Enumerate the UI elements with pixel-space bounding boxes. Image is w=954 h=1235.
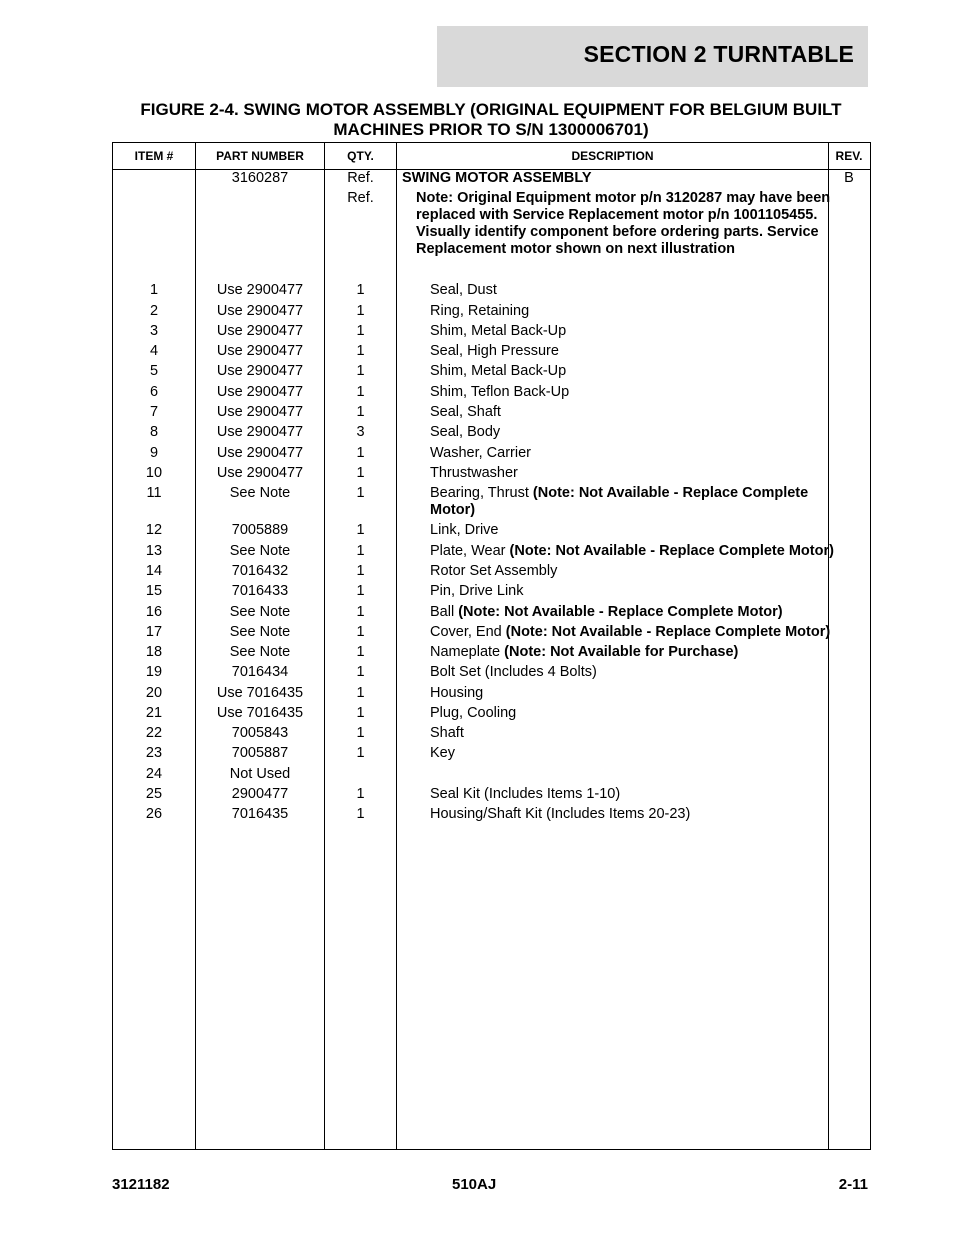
quantity: 1 [356,343,365,359]
description-text: Shim, Metal Back-Up [430,323,567,339]
part-number: Use 2900477 [216,465,304,481]
description-text: Ball [430,604,459,620]
part-description [430,343,559,360]
item-number: 22 [145,725,163,741]
assembly-description: SWING MOTOR ASSEMBLY [402,170,592,186]
availability-note: (Note: Not Available - Replace Complete Motor) [509,543,834,559]
column-divider [828,143,829,1149]
quantity: 1 [356,583,365,599]
part-number: 2900477 [231,786,289,802]
section-title: SECTION 2 TURNTABLE [583,41,854,67]
item-number: 12 [145,522,163,538]
description-text: Cover, End [430,624,506,640]
part-description [430,282,497,299]
part-description [430,664,597,681]
part-description [430,303,529,320]
footer-page-number: 2-11 [838,1176,868,1193]
note-line: replaced with Service Replacement motor p/n 1001105455. [416,207,818,223]
item-number: 20 [145,685,163,701]
part-number: Use 2900477 [216,424,304,440]
description-text: Plate, Wear [430,543,510,559]
part-number: Use 2900477 [216,343,304,359]
item-number: 14 [145,563,163,579]
part-number: Use 2900477 [216,363,304,379]
column-header-item: ITEM # [134,149,174,163]
item-number: 2 [149,303,159,319]
part-description [430,745,455,762]
quantity: 1 [356,363,365,379]
description-text: Seal, Dust [430,282,497,298]
availability-note: (Note: Not Available - Replace Complete Motor) [505,624,831,640]
description-text: Bolt Set (Includes 4 Bolts) [430,664,597,680]
part-description [430,725,464,742]
part-number: See Note [229,644,291,660]
availability-note: (Note: Not Available for Purchase) [504,644,739,660]
availability-note: (Note: Not Available - Replace Complete [532,485,809,501]
item-number: 15 [145,583,163,599]
description-text: Plug, Cooling [430,705,517,721]
item-number: 8 [149,424,159,440]
part-number: Use 2900477 [216,303,304,319]
quantity: 1 [356,282,365,298]
quantity: 1 [356,786,365,802]
item-number: 25 [145,786,163,802]
part-number: Use 2900477 [216,445,304,461]
part-number: Use 2900477 [216,323,304,339]
part-number: Not Used [229,766,291,782]
description-text: Seal, High Pressure [430,343,559,359]
part-description [430,624,830,641]
item-number: 24 [145,766,163,782]
quantity: 1 [356,384,365,400]
item-number: 19 [145,664,163,680]
part-number: See Note [229,604,291,620]
item-number: 1 [149,282,159,298]
note-line: Note: Original Equipment motor p/n 3120287 may have been [416,190,831,206]
description-text: Housing [430,685,484,701]
quantity: 1 [356,465,365,481]
description-text: Seal, Shaft [430,404,501,420]
quantity: 1 [356,685,365,701]
quantity: 1 [356,485,365,501]
item-number: 21 [145,705,163,721]
figure-title [112,100,870,140]
part-description [430,705,516,722]
description-text: Housing/Shaft Kit (Includes Items 20-23) [430,806,691,822]
part-description [430,485,808,502]
part-number: 7005843 [231,725,289,741]
part-description [430,604,783,621]
column-divider [396,143,397,1149]
description-text: Pin, Drive Link [430,583,524,599]
item-number: 11 [146,485,162,501]
item-number: 23 [145,745,163,761]
quantity: 1 [356,303,365,319]
parts-table [112,142,871,1150]
item-number: 5 [149,363,159,379]
description-text: Bearing, Thrust [430,485,533,501]
part-description [430,644,738,661]
part-description [430,522,499,539]
description-text: Shaft [430,725,464,741]
part-number: See Note [229,543,291,559]
note-line: Replacement motor shown on next illustration [416,241,736,257]
column-header-description: DESCRIPTION [571,149,654,163]
quantity: 1 [356,644,365,660]
part-description [430,384,569,401]
description-text: Nameplate [430,644,505,660]
part-number: 7005889 [231,522,289,538]
part-number: Use 2900477 [216,384,304,400]
part-number: 7005887 [231,745,289,761]
quantity: 1 [356,563,365,579]
part-number: Use 7016435 [216,705,304,721]
figure-title-line-2: MACHINES PRIOR TO S/N 1300006701) [333,120,649,139]
item-number: 7 [149,404,159,420]
quantity: 1 [356,664,365,680]
figure-title-line-1: FIGURE 2-4. SWING MOTOR ASSEMBLY (ORIGINAL EQUIPMENT FOR BELGIUM BUILT [140,100,842,119]
item-number: 4 [149,343,159,359]
description-text: Key [430,745,455,761]
description-text: Thrustwasher [430,465,518,481]
item-number: 18 [145,644,163,660]
part-description [430,465,518,482]
footer-model: 510AJ [452,1176,497,1193]
availability-note-continued: Motor) [430,502,476,518]
item-number: 10 [145,465,163,481]
part-number: 7016435 [231,806,289,822]
description-text: Link, Drive [430,522,499,538]
availability-note: (Note: Not Available - Replace Complete Motor) [458,604,783,620]
description-text: Washer, Carrier [430,445,531,461]
assembly-qty: Ref. [347,170,374,186]
quantity: 1 [356,404,365,420]
part-description [430,786,620,803]
column-header-qty: QTY. [347,149,374,163]
part-number: Use 7016435 [216,685,304,701]
part-description [430,445,531,462]
assembly-rev: B [844,170,854,186]
item-number: 16 [145,604,163,620]
part-number: 7016433 [231,583,289,599]
part-number: Use 2900477 [216,282,304,298]
assembly-part-number: 3160287 [231,170,289,186]
quantity: 1 [356,806,365,822]
part-description [430,424,500,441]
part-description [430,323,566,340]
quantity: 1 [356,624,365,640]
part-number: 7016432 [231,563,289,579]
part-number: See Note [229,624,291,640]
part-number: 7016434 [231,664,289,680]
quantity: 1 [356,745,365,761]
quantity: 1 [356,445,365,461]
item-number: 13 [145,543,163,559]
note-qty: Ref. [347,190,374,206]
item-number: 26 [145,806,163,822]
column-header-rev: REV. [835,149,863,163]
part-description [430,363,566,380]
item-number: 3 [149,323,159,339]
quantity: 1 [356,604,365,620]
description-text: Shim, Metal Back-Up [430,363,567,379]
description-text: Seal Kit (Includes Items 1-10) [430,786,621,802]
quantity: 1 [356,725,365,741]
part-number: Use 2900477 [216,404,304,420]
part-number: See Note [229,485,291,501]
description-text: Rotor Set Assembly [430,563,558,579]
item-number: 6 [149,384,159,400]
footer-manual-number: 3121182 [112,1176,170,1193]
note-line: Visually identify component before ordering parts. Service [416,224,819,240]
item-number: 17 [145,624,163,640]
part-description [430,806,690,823]
part-description [430,543,834,560]
part-description [430,404,501,421]
quantity: 1 [356,705,365,721]
description-text: Seal, Body [430,424,501,440]
quantity: 1 [356,522,365,538]
section-header-box [437,26,868,87]
item-number: 9 [149,445,159,461]
part-description [430,583,523,600]
description-text: Ring, Retaining [430,303,530,319]
quantity: 1 [356,543,365,559]
part-description [430,563,557,580]
part-description [430,685,483,702]
quantity: 1 [356,323,365,339]
quantity: 3 [356,424,365,440]
column-header-part-number: PART NUMBER [216,149,304,163]
description-text: Shim, Teflon Back-Up [430,384,570,400]
